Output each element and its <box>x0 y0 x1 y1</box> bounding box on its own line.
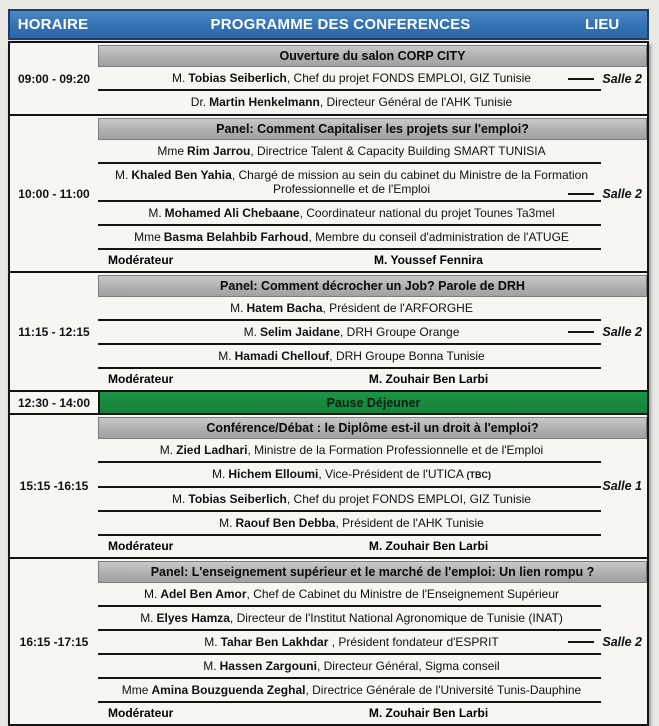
session-title: Panel: L'enseignement supérieur et le marché de l'emploi: Un lien rompu ? <box>98 561 647 583</box>
location-label: Salle 2 <box>568 635 642 649</box>
lunch-break-bar: Pause Déjeuner <box>98 392 647 413</box>
session-lunch-break <box>10 390 647 413</box>
moderator-name: M. Zouhair Ben Larbi <box>368 539 489 553</box>
speaker-row: M. Hichem Elloumi, Vice-Président de l'UTICA (TBC) <box>98 463 601 488</box>
speaker-rows <box>98 297 601 389</box>
header-lieu: LIEU <box>585 16 620 33</box>
moderator-label: Modérateur <box>108 706 174 720</box>
session-time: 12:30 - 14:00 <box>17 395 91 410</box>
moderator-label: Modérateur <box>108 253 174 267</box>
session-content <box>98 415 647 557</box>
moderator-row <box>98 369 601 389</box>
session-time: 16:15 -17:15 <box>19 634 89 649</box>
moderator-row <box>98 250 601 270</box>
session-content <box>98 116 647 271</box>
session-time: 11:15 - 12:15 <box>18 324 90 339</box>
speaker-row: M. Tobias Seiberlich, Chef du projet FONDS EMPLOI, GIZ Tunisie <box>98 488 601 512</box>
speaker-rows <box>98 140 601 270</box>
leader-line <box>568 193 594 195</box>
speaker-row: M. Adel Ben Amor, Chef de Cabinet du Ministre de l'Enseignement Supérieur <box>98 583 601 607</box>
session-decrocher-job <box>10 271 647 390</box>
speaker-row: Mme Rim Jarrou, Directrice Talent & Capacity Building SMART TUNISIA <box>98 140 601 164</box>
moderator-label: Modérateur <box>108 372 174 386</box>
session-title: Ouverture du salon CORP CITY <box>98 45 647 67</box>
leader-line <box>568 486 594 488</box>
speaker-row: M. Zied Ladhari, Ministre de la Formation Professionnelle et de l'Emploi <box>98 439 601 463</box>
speaker-rows <box>98 67 601 113</box>
session-conference-debat <box>10 413 647 557</box>
tbc-note: (TBC) <box>466 470 491 480</box>
session-content <box>98 43 647 114</box>
session-time: 15:15 -16:15 <box>19 479 89 493</box>
session-content <box>98 273 647 390</box>
session-title: Panel: Comment décrocher un Job? Parole de DRH <box>98 275 647 297</box>
speaker-row: M. Tobias Seiberlich, Chef du projet FONDS EMPLOI, GIZ Tunisie <box>98 67 601 91</box>
header-horaire: HORAIRE <box>17 16 89 33</box>
leader-line <box>568 331 594 333</box>
session-time: 10:00 - 11:00 <box>18 186 90 201</box>
speaker-row: Dr. Martin Henkelmann, Directeur Général de l'AHK Tunisie <box>190 95 513 109</box>
moderator-name: M. Zouhair Ben Larbi <box>368 372 489 386</box>
speaker-row: M. Tahar Ben Lakhdar , Président fondateur d'ESPRIT <box>98 631 601 655</box>
moderator-row <box>98 536 601 556</box>
session-title: Panel: Comment Capitaliser les projets sur l'emploi? <box>98 118 647 140</box>
speaker-row: Mme Amina Bouzguenda Zeghal, Directrice Générale de l'Université Tunis-Dauphine <box>98 679 601 703</box>
leader-line <box>568 641 594 643</box>
location-label: Salle 1 <box>568 479 642 493</box>
table-header-row <box>8 9 649 40</box>
moderator-row <box>98 703 601 723</box>
speaker-row: M. Hatem Bacha, Président de l'ARFORGHE <box>98 297 601 321</box>
speaker-row: M. Raouf Ben Debba, Président de l'AHK Tunisie <box>98 512 601 536</box>
speaker-row: M. Khaled Ben Yahia, Chargé de mission au sein du cabinet du Ministre de la Formation Professionnelle et de l'Emploi <box>98 164 601 202</box>
session-ouverture <box>10 43 647 114</box>
location-label: Salle 2 <box>568 72 642 86</box>
session-title: Conférence/Débat : le Diplôme est-il un droit à l'emploi? <box>98 417 647 439</box>
speaker-row: M. Hassen Zargouni, Directeur Général, Sigma conseil <box>98 655 601 679</box>
speaker-rows <box>98 583 601 723</box>
location-label: Salle 2 <box>568 187 642 201</box>
conference-program-document <box>8 9 649 726</box>
header-programme: PROGRAMME DES CONFERENCES <box>210 16 471 33</box>
moderator-label: Modérateur <box>108 539 174 553</box>
leader-line <box>568 78 594 80</box>
speaker-row: M. Selim Jaidane, DRH Groupe Orange <box>98 321 601 345</box>
session-time: 09:00 - 09:20 <box>17 71 91 86</box>
moderator-name: M. Youssef Fennira <box>374 253 483 267</box>
session-content <box>98 559 647 724</box>
moderator-name: M. Zouhair Ben Larbi <box>368 706 489 720</box>
speaker-row: Mme Basma Belahbib Farhoud, Membre du conseil d'administration de l'ATUGE <box>98 226 601 250</box>
session-capitaliser <box>10 114 647 271</box>
speaker-row: M. Hamadi Chellouf, DRH Groupe Bonna Tunisie <box>98 345 601 369</box>
location-label: Salle 2 <box>568 325 642 339</box>
speaker-row: M. Elyes Hamza, Directeur de l'Institut National Agronomique de Tunisie (INAT) <box>98 607 601 631</box>
speaker-row: M. Mohamed Ali Chebaane, Coordinateur national du projet Tounes Ta3mel <box>98 202 601 226</box>
program-table <box>8 41 649 726</box>
speaker-rows <box>98 439 601 556</box>
session-enseignement-superieur <box>10 557 647 724</box>
